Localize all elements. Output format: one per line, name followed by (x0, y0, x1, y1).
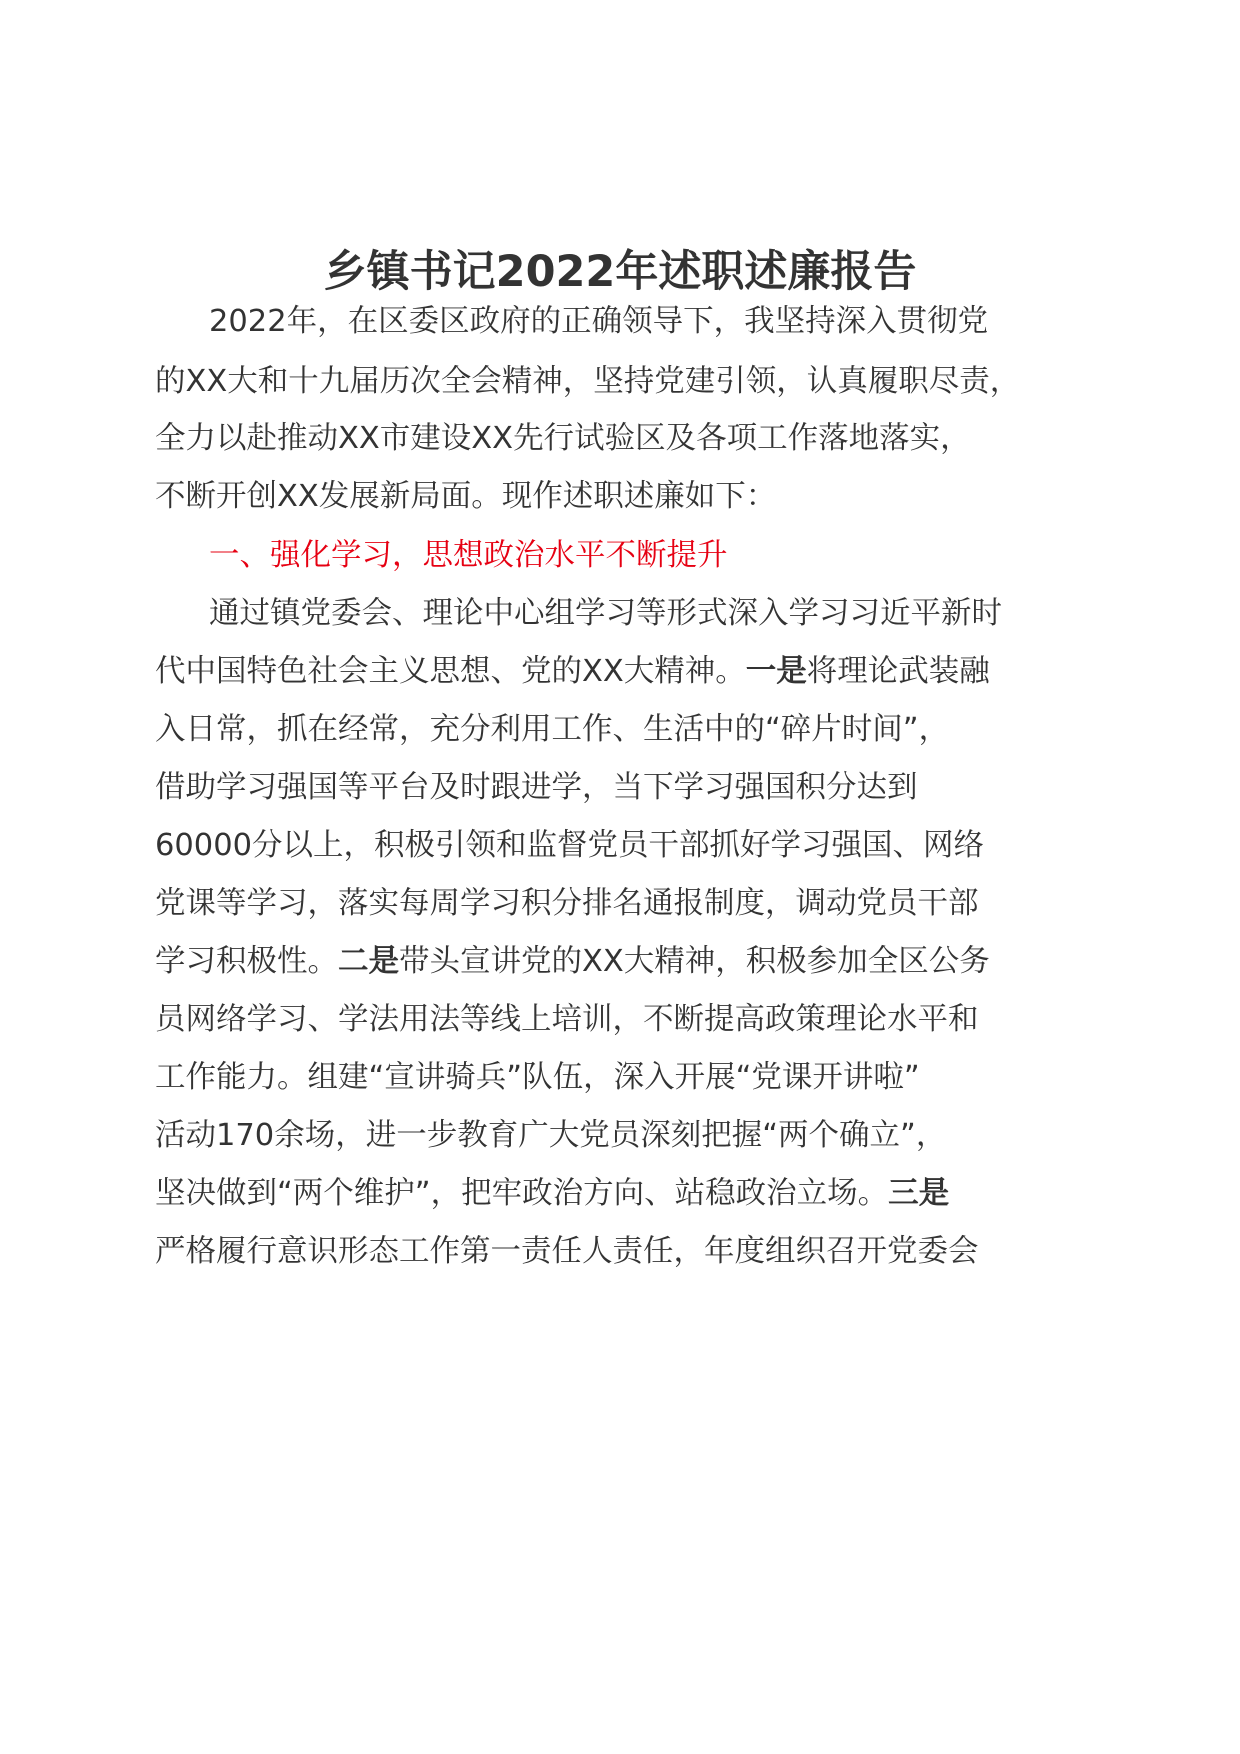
section1-line-7 (155, 942, 990, 982)
intro-line-3: 全力以赴推动XX市建设XX先行试验区及各项工作落地落实， (155, 421, 971, 456)
section1-line-1: 通过镇党委会、理论中心组学习等形式深入学习习近平新时 (209, 596, 1002, 631)
emphasis-two: 二是 (338, 944, 399, 979)
section1-line-8: 员网络学习、学法用法等线上培训，不断提高政策理论水平和 (155, 1002, 979, 1037)
text-span: 坚决做到“两个维护”，把牢政治方向、站稳政治立场。 (155, 1176, 889, 1211)
section1-line-3: 入日常，抓在经常，充分利用工作、生活中的“碎片时间”， (155, 712, 950, 747)
section1-line-4: 借助学习强国等平台及时跟进学，当下学习强国积分达到 (155, 770, 918, 805)
section1-line-2 (155, 652, 990, 692)
text-span: 带头宣讲党的XX大精神，积极参加全区公务 (399, 944, 990, 979)
emphasis-one: 一是 (745, 654, 807, 689)
section1-line-10: 活动170余场，进一步教育广大党员深刻把握“两个确立”， (155, 1118, 947, 1153)
text-span: 将理论武装融 (806, 654, 990, 689)
intro-line-1: 2022年，在区委区政府的正确领导下，我坚持深入贯彻党 (209, 304, 989, 339)
document-title: 乡镇书记2022年述职述廉报告 (323, 247, 917, 297)
section1-line-12: 严格履行意识形态工作第一责任人责任，年度组织召开党委会 (155, 1234, 979, 1269)
text-span: 代中国特色社会主义思想、党的XX大精神。 (155, 654, 746, 689)
emphasis-three: 三是 (888, 1176, 950, 1211)
section1-line-9: 工作能力。组建“宣讲骑兵”队伍，深入开展“党课开讲啦” (155, 1060, 920, 1095)
section1-line-6: 党课等学习，落实每周学习积分排名通报制度，调动党员干部 (155, 886, 979, 921)
section1-line-5: 60000分以上，积极引领和监督党员干部抓好学习强国、网络 (155, 828, 985, 863)
intro-line-2: 的XX大和十九届历次全会精神，坚持党建引领，认真履职尽责， (155, 364, 1021, 399)
intro-line-4: 不断开创XX发展新局面。现作述职述廉如下： (155, 479, 777, 514)
text-span: 学习积极性。 (155, 944, 338, 979)
section1-line-11 (155, 1174, 949, 1214)
section-heading-1: 一、强化学习，思想政治水平不断提升 (209, 538, 728, 573)
